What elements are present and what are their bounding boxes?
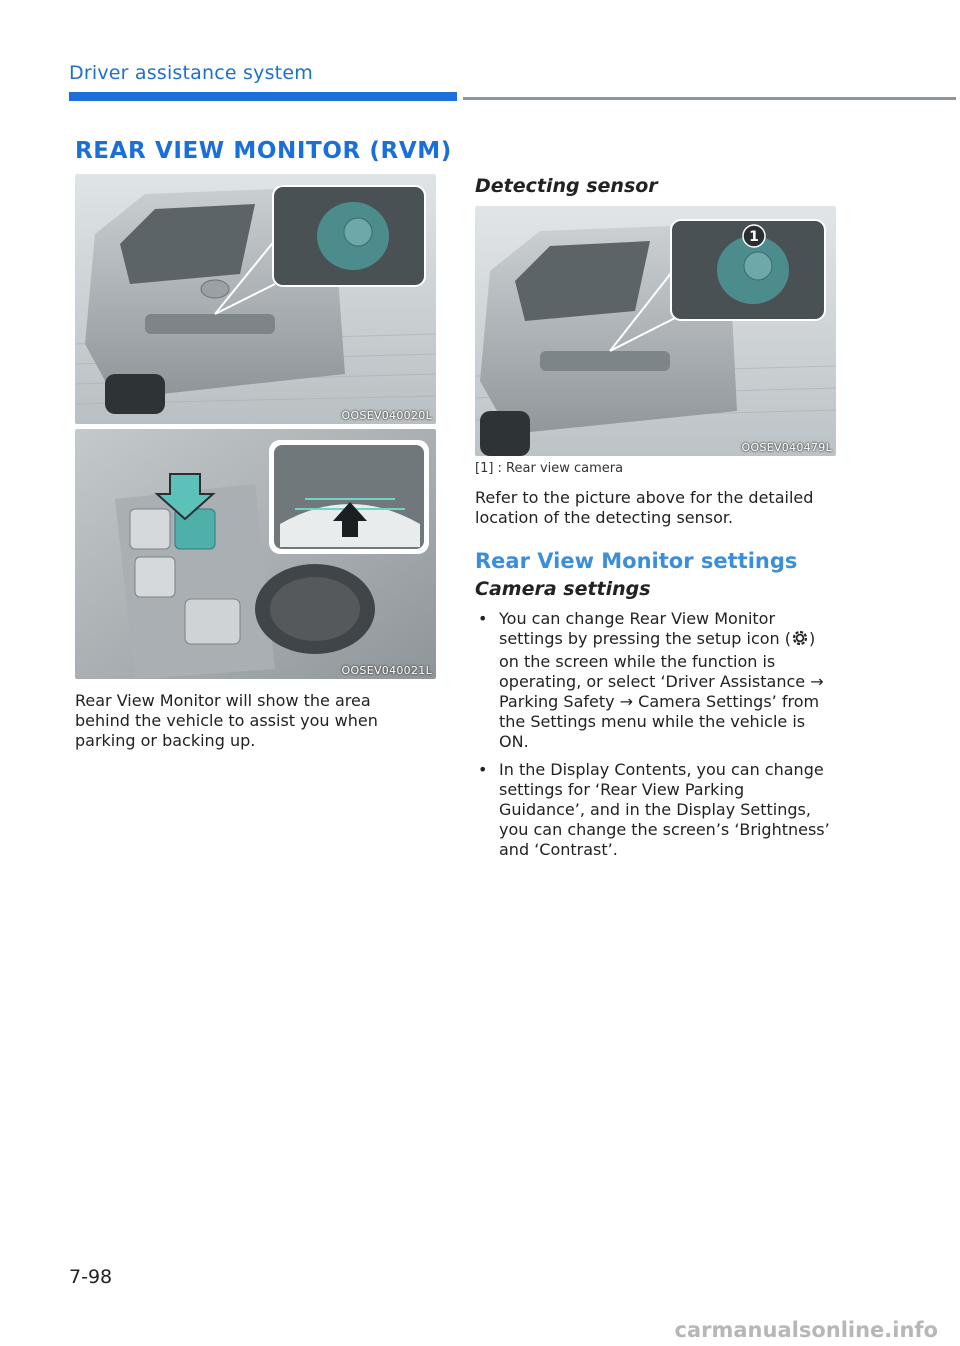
section-title: REAR VIEW MONITOR (RVM) bbox=[75, 138, 452, 164]
running-header: Driver assistance system bbox=[69, 62, 313, 84]
figure-code: OOSEV040021L bbox=[341, 664, 432, 677]
figure-code: OOSEV040020L bbox=[341, 409, 432, 422]
watermark: carmanualsonline.info bbox=[674, 1318, 938, 1342]
detecting-sensor-illustration bbox=[475, 206, 836, 456]
header-rule-blue bbox=[69, 92, 457, 101]
bullet-text: In the Display Contents, you can change settings for ‘Rear View Parking Guidance’, and in the Display Settings, you can change the screen’s ‘Brightness’ and ‘Contrast’. bbox=[499, 760, 830, 859]
callout-number: 1 bbox=[749, 229, 759, 245]
bullet-marker: • bbox=[478, 760, 488, 779]
page-number: 7-98 bbox=[69, 1266, 113, 1288]
figure-code: OOSEV040479L bbox=[741, 441, 832, 454]
settings-heading: Rear View Monitor settings bbox=[475, 549, 798, 573]
gear-icon bbox=[791, 629, 809, 652]
header-rule-gray bbox=[463, 97, 956, 100]
refer-paragraph: Refer to the picture above for the detailed location of the detecting sensor. bbox=[475, 488, 814, 527]
intro-paragraph: Rear View Monitor will show the area behind the vehicle to assist you when parking or backing up. bbox=[75, 691, 378, 750]
detecting-sensor-heading: Detecting sensor bbox=[475, 175, 658, 197]
bullet-item-setup bbox=[475, 609, 835, 752]
vehicle-rear-illustration bbox=[75, 174, 436, 424]
figure-caption: [1] : Rear view camera bbox=[475, 461, 624, 476]
bullet-text-part: ) on the screen while the function is operating, or select ‘Driver Assistance → Parking Safety → Camera Settings’ from the Settings menu while the vehicle is ON. bbox=[499, 629, 824, 751]
figure-gear-console bbox=[75, 429, 436, 679]
gear-console-illustration bbox=[75, 429, 436, 679]
figure-vehicle-rear bbox=[75, 174, 436, 424]
settings-bullet-list bbox=[475, 609, 835, 868]
bullet-text-part: You can change Rear View Monitor settings by pressing the setup icon ( bbox=[499, 609, 792, 648]
bullet-marker: • bbox=[478, 609, 488, 628]
camera-settings-heading: Camera settings bbox=[475, 578, 651, 600]
bullet-item-display bbox=[475, 760, 835, 860]
figure-detecting-sensor bbox=[475, 206, 836, 456]
